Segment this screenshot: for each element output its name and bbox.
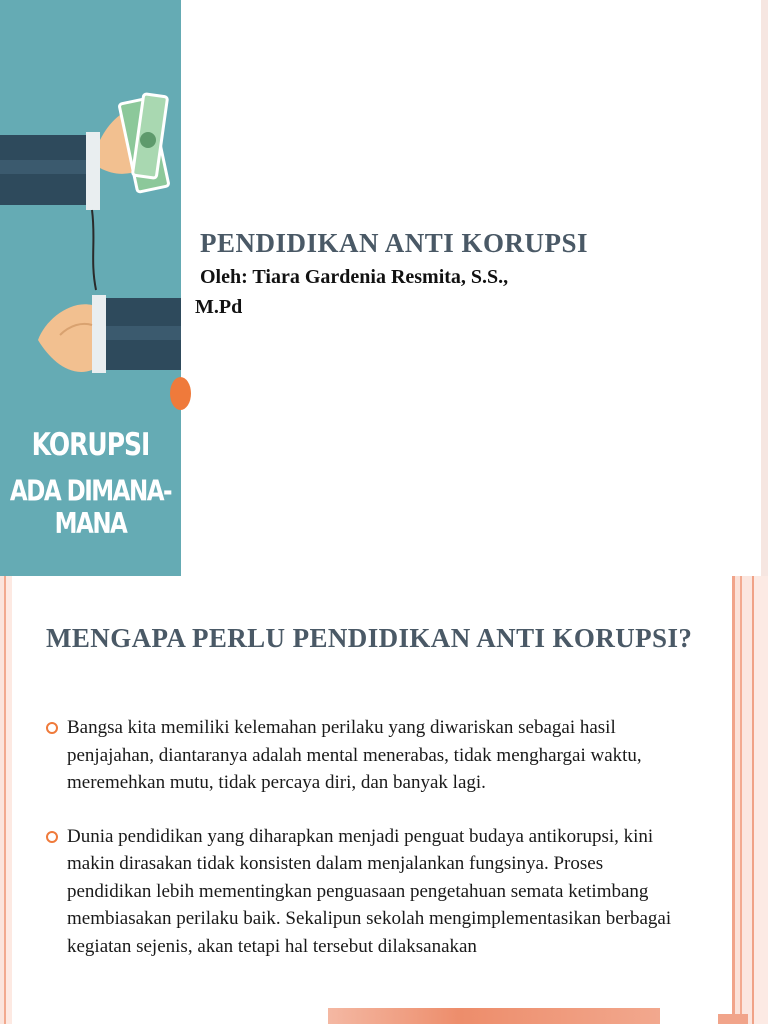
bottom-bar-decoration [328, 1008, 660, 1024]
author [195, 262, 615, 322]
circle-bullet-icon [46, 722, 58, 734]
slide-content [0, 576, 768, 1024]
slide-edge [761, 0, 768, 576]
poster-heading: KORUPSI [31, 426, 150, 463]
bullet-text: Bangsa kita memiliki kelemahan perilaku yang diwariskan sebagai hasil penjajahan, diantaranya adalah mental menerabas, tidak menghargai waktu, meremehkan mutu, tidak percaya diri, dan banyak lagi. [67, 717, 642, 793]
list-item [46, 823, 686, 961]
poster-subheading: ADA DIMANA-MANA [9, 475, 172, 541]
slide-title-text: PENDIDIKAN ANTI KORUPSI [200, 228, 589, 258]
author-degree: M.Pd [195, 296, 243, 318]
right-border-decoration [728, 576, 768, 1024]
left-border-decoration [0, 576, 12, 1024]
bullet-list [46, 714, 686, 960]
poster-panel [0, 0, 181, 576]
accent-dot [170, 377, 191, 410]
bottom-corner-decoration [718, 1014, 748, 1024]
slide-heading: MENGAPA PERLU PENDIDIKAN ANTI KORUPSI? [46, 623, 693, 653]
money-icon [119, 94, 169, 193]
handcuffed-hands-illustration [0, 0, 181, 420]
author-line: Oleh: Tiara Gardenia Resmita, S.S., [200, 266, 509, 288]
circle-bullet-icon [46, 831, 58, 843]
bullet-text: Dunia pendidikan yang diharapkan menjadi penguat budaya antikorupsi, kini makin dirasakan tidak konsisten dalam menjalankan fungsinya. Proses pendidikan lebih mementingkan penguasaan pengetahuan semata ketimbang membiasakan perilaku baik. Sekalipun sekolah mengimplementasikan berbagai kegiatan sejenis, akan tetapi hal tersebut dilaksanakan [67, 825, 672, 957]
list-item [46, 714, 686, 797]
